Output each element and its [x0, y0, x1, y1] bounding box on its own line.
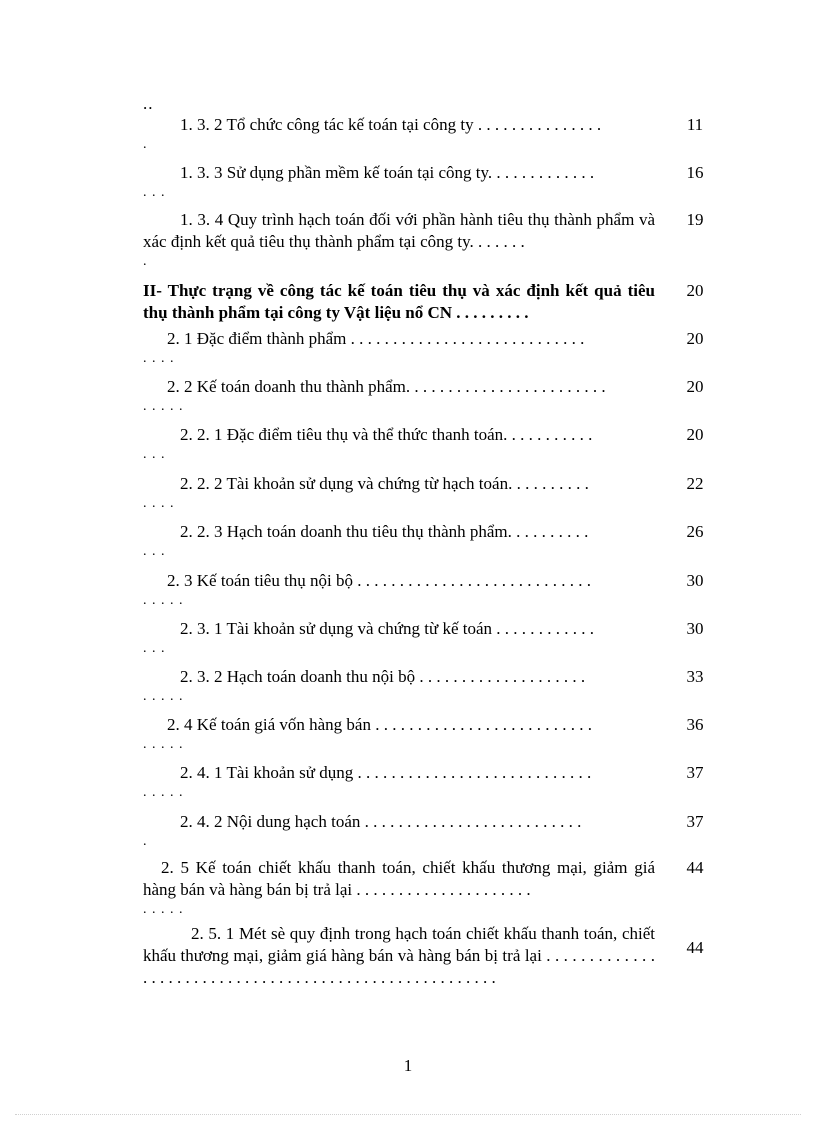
toc-entry[interactable]	[143, 521, 655, 561]
toc-entry-leader: . . . . .	[143, 785, 184, 800]
header-dots: ..	[143, 94, 154, 113]
toc-entry-label: 2. 2. 2 Tài khoản sử dụng và chứng từ hạch toán. . . . . . . . . .	[180, 474, 589, 493]
toc-entry[interactable]	[143, 666, 655, 706]
toc-entry[interactable]	[143, 570, 655, 610]
toc-entry-label: 2. 3. 1 Tài khoản sử dụng và chứng từ kế toán . . . . . . . . . . . .	[180, 619, 595, 638]
toc-entry[interactable]	[143, 857, 655, 919]
toc-page-number: 16	[686, 163, 704, 182]
toc-page-number: 20	[686, 281, 704, 300]
toc-entry[interactable]	[143, 923, 655, 989]
toc-entry[interactable]	[143, 811, 655, 851]
toc-entry-leader: . . . . .	[143, 902, 184, 917]
toc-entry-leader: . . .	[143, 447, 166, 462]
toc-entry-label: 2. 2. 1 Đặc điểm tiêu thụ và thể thức thanh toán. . . . . . . . . . .	[180, 425, 593, 444]
toc-entry[interactable]	[143, 376, 655, 416]
toc-entry[interactable]	[143, 328, 655, 368]
toc-entry-label: 1. 3. 4 Quy trình hạch toán đối với phần hành tiêu thụ thành phẩm và xác định kết quả tiêu thụ thành phẩm tại công ty. . . . . . .	[143, 210, 655, 251]
toc-entry-label: 2. 3 Kế toán tiêu thụ nội bộ . . . . . . . . . . . . . . . . . . . . . . . . . . . .	[167, 571, 592, 590]
toc-entry-leader: .	[143, 834, 148, 849]
toc-entry[interactable]	[143, 618, 655, 658]
toc-entry[interactable]	[143, 473, 655, 513]
toc-entry-label: 2. 1 Đặc điểm thành phẩm . . . . . . . . . . . . . . . . . . . . . . . . . . . .	[167, 329, 585, 348]
toc-entry[interactable]	[143, 209, 655, 271]
toc-entry-leader: . . .	[143, 185, 166, 200]
toc-entry[interactable]	[143, 762, 655, 802]
toc-entry[interactable]	[143, 714, 655, 754]
toc-entry-leader: . . .	[143, 641, 166, 656]
toc-entry-label: 2. 4. 2 Nội dung hạch toán . . . . . . . . . . . . . . . . . . . . . . . . . .	[180, 812, 582, 831]
toc-page-number: 11	[686, 115, 704, 134]
toc-entry-label: II- Thực trạng về công tác kế toán tiêu thụ và xác định kết quả tiêu thụ thành phẩm tại công ty Vật liệu nổ CN . . . . . . . . .	[143, 281, 655, 322]
toc-page-number: 20	[686, 425, 704, 444]
toc-page-number: 37	[686, 763, 704, 782]
toc-entry-label: 2. 2. 3 Hạch toán doanh thu tiêu thụ thành phẩm. . . . . . . . . .	[180, 522, 589, 541]
toc-page-number: 44	[686, 938, 704, 957]
page-number: 1	[403, 1056, 413, 1075]
toc-entry-label: 2. 4. 1 Tài khoản sử dụng . . . . . . . . . . . . . . . . . . . . . . . . . . . .	[180, 763, 592, 782]
toc-page-number: 30	[686, 571, 704, 590]
bottom-divider	[15, 1114, 801, 1115]
toc-page-number: 37	[686, 812, 704, 831]
toc-entry-label: 2. 3. 2 Hạch toán doanh thu nội bộ . . . . . . . . . . . . . . . . . . . .	[180, 667, 586, 686]
toc-entry-leader: .	[143, 137, 148, 152]
toc-entry-leader: . . . . .	[143, 737, 184, 752]
toc-page-number: 30	[686, 619, 704, 638]
toc-entry-label: 2. 5. 1 Mét sè quy định trong hạch toán chiết khấu thanh toán, chiết khấu thương mại, giảm giá hàng bán và hàng bán bị trả lại . . . . . . . . . . . . . . . . . . . . . . . . . . . . . . . . . . . . . . . . . . . . . . . . . . . . . . .	[143, 924, 655, 987]
toc-page-number: 33	[686, 667, 704, 686]
toc-entry[interactable]	[143, 114, 655, 154]
toc-page-number: 22	[686, 474, 704, 493]
toc-entry-label: 1. 3. 2 Tổ chức công tác kế toán tại công ty . . . . . . . . . . . . . . .	[180, 115, 602, 134]
toc-page-number: 19	[686, 210, 704, 229]
toc-entry[interactable]	[143, 162, 655, 202]
toc-entry[interactable]	[143, 280, 655, 324]
toc-page-number: 26	[686, 522, 704, 541]
toc-page-number: 36	[686, 715, 704, 734]
toc-page-number: 44	[686, 858, 704, 877]
toc-entry[interactable]	[143, 424, 655, 464]
toc-entry-leader: . . . . .	[143, 689, 184, 704]
toc-entry-leader: . . . .	[143, 351, 175, 366]
toc-entry-leader: . . . .	[143, 496, 175, 511]
toc-entry-label: 2. 4 Kế toán giá vốn hàng bán . . . . . . . . . . . . . . . . . . . . . . . . . .	[167, 715, 592, 734]
toc-entry-label: 2. 2 Kế toán doanh thu thành phẩm. . . . . . . . . . . . . . . . . . . . . . . .	[167, 377, 606, 396]
toc-entry-label: 2. 5 Kế toán chiết khấu thanh toán, chiết khấu thương mại, giảm giá hàng bán và hàng bán bị trả lại . . . . . . . . . . . . . . . . . . . . .	[143, 858, 655, 899]
toc-entry-leader: .	[143, 254, 148, 269]
toc-entry-label: 1. 3. 3 Sử dụng phần mềm kế toán tại công ty. . . . . . . . . . . . .	[180, 163, 595, 182]
toc-entry-leader: . . .	[143, 544, 166, 559]
toc-entry-leader: . . . . .	[143, 593, 184, 608]
toc-page-number: 20	[686, 329, 704, 348]
toc-entry-leader: . . . . .	[143, 399, 184, 414]
toc-page-number: 20	[686, 377, 704, 396]
